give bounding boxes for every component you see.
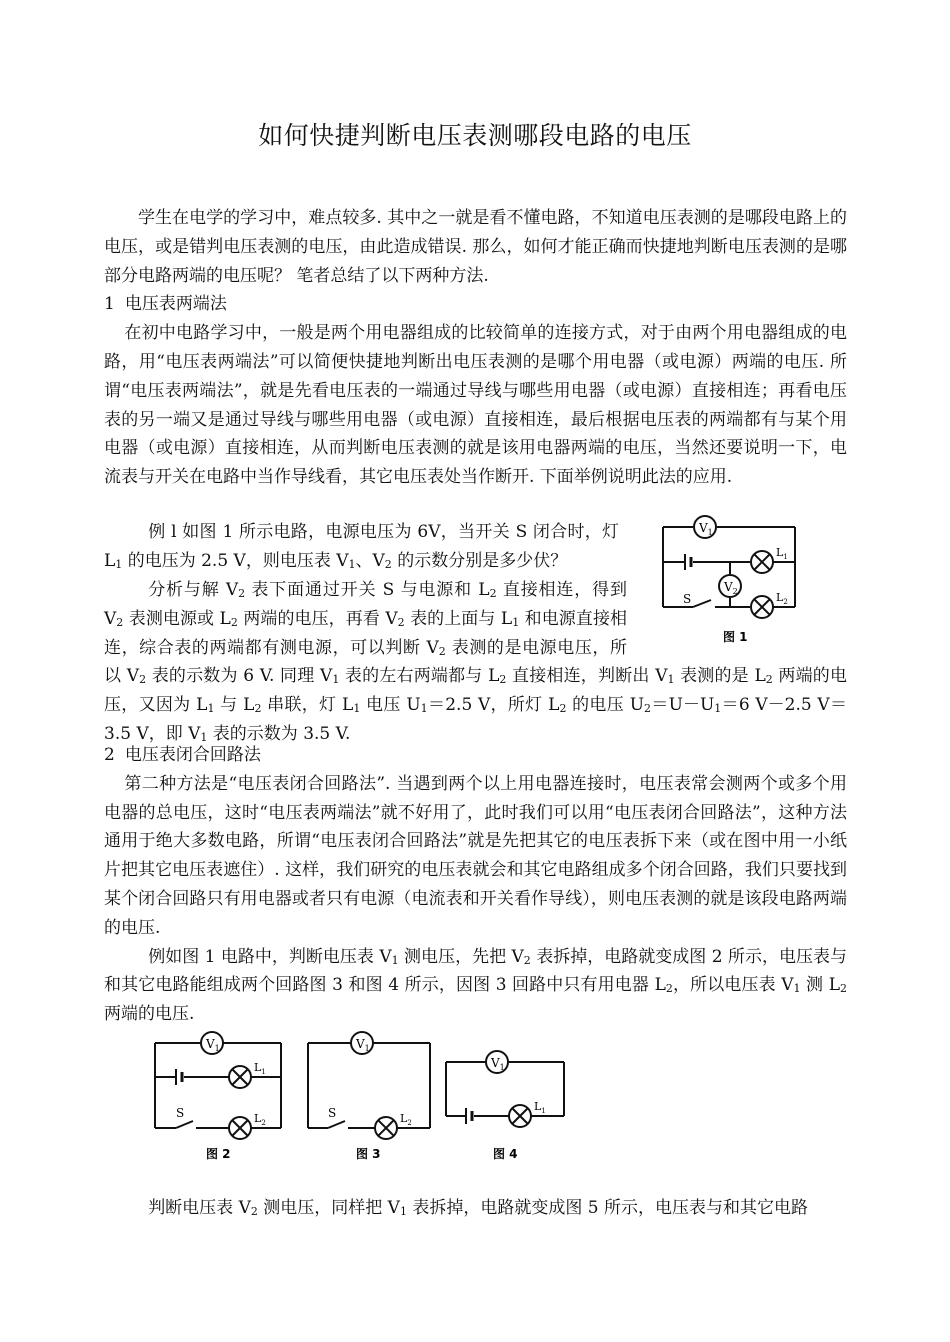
fig2-l2-label: $L_2$ xyxy=(254,1112,266,1127)
analysis-paragraph: 分析与解 $V_2$ 表下面通过开关 S 与电源和 $L_2$ 直接相连，得到 $V_2$ 表测电源或 $L_2$ 两端的电压，再看 $V_2$ 表的上面与 $L_1$ 和电源直接相连，综合表的两端都有测电源，可以判断 $V_2$ 表测的是电源电压，所以 $V_2$ 表的示数为 6 V. 同理 $V_1$ 表的左右两端都与 $L_2$ 直接相连，判断出 $V_1$ 表测的是 $L_2$ 两端的电压，又因为 $L_1$ 与 $L_2$ 串联，灯 $L_1$ 电压 $U_1=2.5$ V，所灯 $L_2$ 的电压 $U_2=U-U_1=6$ V－2.5 V＝3.5 V，即 $V_1$ 表的示数为 3.5 V. xyxy=(104,580,847,744)
intro-and-section1 xyxy=(104,204,847,492)
fig3-s-label: S xyxy=(328,1106,337,1120)
intro-paragraph: 学生在电学的学习中，难点较多. 其中之一就是看不懂电路，不知道电压表测的是哪段电路上的电压，或是错判电压表测的电压，由此造成错误. 那么，如何才能正确而快捷地判断电压表测的是哪部分电路两端的电压呢？ 笔者总结了以下两种方法. xyxy=(104,208,847,286)
fig3-v1-label: $V_1$ xyxy=(356,1037,370,1053)
section2-number: 2 xyxy=(104,745,115,765)
figures-2-3-4 xyxy=(148,1030,578,1165)
fig4-l1-label: $L_1$ xyxy=(534,1100,546,1115)
fig3-l2-label: $L_2$ xyxy=(400,1112,412,1127)
figure-4-circuit xyxy=(446,1051,564,1127)
section2-paragraph: 第二种方法是“电压表闭合回路法”. 当遇到两个以上用电器连接时，电压表常会测两个或多个用电器的总电压，这时“电压表两端法”就不好用了，此时我们可以用“电压表闭合回路法”，这种方法通用于绝大多数电路，所谓“电压表闭合回路法”就是先把其它的电压表拆下来（或在图中用一小纸片把其它电压表遮住）. 这样，我们研究的电压表就会和其它电路组成多个闭合回路，我们只要找到某个闭合回路只有用电器或者只有电源（电流表和开关看作导线），则电压表测的就是该段电路两端的电压. xyxy=(104,773,847,938)
figure-1 xyxy=(655,512,815,652)
figure-1-caption: 图 1 xyxy=(723,630,748,644)
example2-paragraph: 例如图 1 电路中，判断电压表 $V_1$ 测电压，先把 $V_2$ 表拆掉，电路就变成图 2 所示，电压表与和其它电路能组成两个回路图 3 和图 4 所示，因图 3 回路中只有用电器 $L_2$，所以电压表 $V_1$ 测 $L_2$ 两端的电压. xyxy=(104,946,847,1025)
figure-1-circuit xyxy=(655,512,815,652)
section1-number: 1 xyxy=(104,294,115,315)
fig1-l2-label: $L_2$ xyxy=(776,591,788,606)
section1-heading xyxy=(104,290,847,319)
fig1-v1-label: $V_1$ xyxy=(699,521,713,537)
figure-2-caption: 图 2 xyxy=(206,1147,231,1161)
figure-4-caption: 图 4 xyxy=(493,1147,518,1161)
fig2-s-label: S xyxy=(176,1106,185,1120)
example1-paragraph: 例 l 如图 1 所示电路，电源电压为 6V，当开关 S 闭合时，灯 $L_1$ 的电压为 2.5 V，则电压表 $V_1$、$V_2$ 的示数分别是多少伏？ xyxy=(104,522,619,571)
fig1-v2-label: $V_2$ xyxy=(724,580,738,596)
section2-block xyxy=(104,741,847,1029)
fig4-v1-label: $V_1$ xyxy=(491,1056,505,1072)
fig2-v1-label: $V_1$ xyxy=(206,1037,220,1053)
section2-heading xyxy=(104,741,847,770)
example1-block xyxy=(104,518,619,576)
section2-heading-text: 电压表闭合回路法 xyxy=(124,745,261,765)
fig1-s-label: S xyxy=(683,592,692,606)
document-title: 如何快捷判断电压表测哪段电路的电压 xyxy=(258,121,692,150)
section1-heading-text: 电压表两端法 xyxy=(124,294,227,315)
last-paragraph: 判断电压表 $V_2$ 测电压，同样把 $V_1$ 表拆掉，电路就变成图 5 所示，电压表与和其它电路 xyxy=(148,1198,808,1218)
fig2-l1-label: $L_1$ xyxy=(254,1061,266,1076)
last-block xyxy=(104,1194,847,1223)
figure-3-caption: 图 3 xyxy=(356,1147,381,1161)
figures-2-3-4-circuits xyxy=(148,1030,578,1165)
section1-paragraph: 在初中电路学习中，一般是两个用电器组成的比较简单的连接方式，对于由两个用电器组成的电路，用“电压表两端法”可以简便快捷地判断出电压表测的是哪个用电器（或电源）两端的电压. 所谓“电压表两端法”，就是先看电压表的一端通过导线与哪些用电器（或电源）直接相连；再看电压表的另一端又是通过导线与哪些用电器（或电源）直接相连，最后根据电压表的两端都有与某个用电器（或电源）直接相连，从而判断电压表测的就是该用电器两端的电压，当然还要说明一下，电流表与开关在电路中当作导线看，其它电压表处当作断开. 下面举例说明此法的应用. xyxy=(104,323,847,488)
fig1-l1-label: $L_1$ xyxy=(776,546,788,561)
